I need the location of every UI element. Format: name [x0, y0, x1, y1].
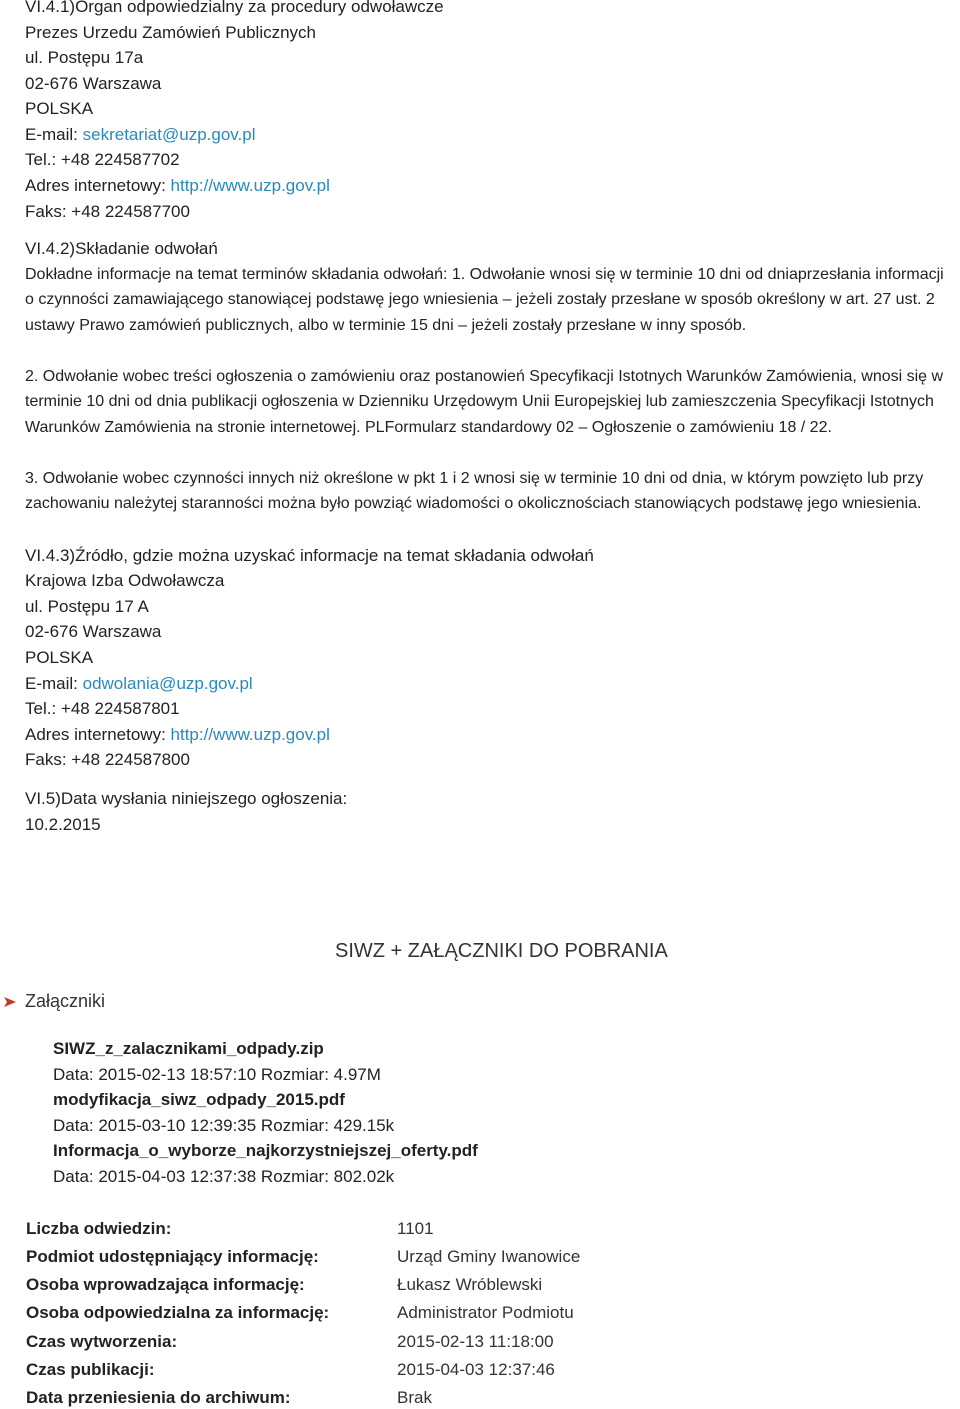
meta-key: Data przeniesienia do archiwum:: [26, 1388, 291, 1407]
meta-row: [26, 1218, 434, 1240]
web-row-2: [25, 724, 330, 746]
city-2: 02-676 Warszawa: [25, 622, 162, 641]
email-link[interactable]: sekretariat@uzp.gov.pl: [82, 125, 256, 144]
heading-vi41: VI.4.1)Organ odpowiedzialny za procedury odwoławcze: [25, 0, 444, 16]
attachments-heading: [0, 991, 105, 1013]
meta-value: Urząd Gminy Iwanowice: [397, 1247, 581, 1266]
heading-vi5: VI.5)Data wysłania niniejszego ogłoszenia:: [25, 789, 348, 808]
file-info: Data: 2015-03-10 12:39:35 Rozmiar: 429.15k: [53, 1116, 395, 1135]
meta-value: 2015-04-03 12:37:46: [397, 1360, 555, 1379]
file-info: Data: 2015-02-13 18:57:10 Rozmiar: 4.97M: [53, 1065, 381, 1084]
web-link[interactable]: http://www.uzp.gov.pl: [170, 176, 330, 195]
email-row-2: [25, 673, 253, 695]
city: 02-676 Warszawa: [25, 74, 162, 93]
file-name[interactable]: Informacja_o_wyborze_najkorzystniejszej_oferty.pdf: [53, 1141, 478, 1160]
attachments-label: Załączniki: [25, 991, 106, 1011]
org-name-2: Krajowa Izba Odwoławcza: [25, 571, 225, 590]
tel: Tel.: +48 224587702: [25, 150, 180, 169]
file-info: Data: 2015-04-03 12:37:38 Rozmiar: 802.02k: [53, 1167, 395, 1186]
web-label-2: Adres internetowy:: [25, 725, 171, 744]
arrow-bullet-icon: [3, 992, 17, 1013]
heading-vi43: VI.4.3)Źródło, gdzie można uzyskać informacje na temat składania odwołań: [25, 546, 594, 565]
country: POLSKA: [25, 99, 94, 118]
meta-key: Podmiot udostępniający informację:: [26, 1247, 319, 1266]
meta-value: 2015-02-13 11:18:00: [397, 1332, 554, 1351]
heading-vi42: VI.4.2)Składanie odwołań: [25, 239, 218, 258]
meta-key: Czas wytworzenia:: [26, 1332, 178, 1351]
file-name[interactable]: modyfikacja_siwz_odpady_2015.pdf: [53, 1090, 345, 1109]
meta-row: [26, 1302, 574, 1324]
file-name[interactable]: SIWZ_z_zalacznikami_odpady.zip: [53, 1039, 324, 1058]
org-name: Prezes Urzedu Zamówień Publicznych: [25, 23, 317, 42]
email-label: E-mail:: [25, 125, 83, 144]
meta-key: Liczba odwiedzin:: [26, 1219, 172, 1238]
meta-row: [26, 1359, 555, 1381]
tel-2: Tel.: +48 224587801: [25, 699, 180, 718]
meta-value: Łukasz Wróblewski: [397, 1275, 543, 1294]
meta-value: Brak: [397, 1388, 432, 1407]
meta-row: [26, 1274, 542, 1296]
email-row: [25, 124, 255, 146]
email-label-2: E-mail:: [25, 674, 83, 693]
meta-value: 1101: [397, 1219, 434, 1238]
fax: Faks: +48 224587700: [25, 202, 190, 221]
meta-key: Osoba odpowiedzialna za informację:: [26, 1303, 330, 1322]
web-label: Adres internetowy:: [25, 176, 171, 195]
meta-key: Czas publikacji:: [26, 1360, 155, 1379]
meta-row: [26, 1246, 580, 1268]
web-row: [25, 175, 330, 197]
meta-row: [26, 1387, 432, 1409]
web-link-2[interactable]: http://www.uzp.gov.pl: [170, 725, 330, 744]
meta-key: Osoba wprowadzająca informację:: [26, 1275, 305, 1294]
fax-2: Faks: +48 224587800: [25, 750, 190, 769]
appeal-paragraph-2: 2. Odwołanie wobec treści ogłoszenia o zamówieniu oraz postanowień Specyfikacji Istotnych Warunków Zamówienia, wnosi się w terminie 10 dni od dnia publikacji ogłoszenia w Dzienniku Urzędowym Unii Europejskiej lub zamieszczenia Specyfikacji Istotnych Warunków Zamówienia na stronie internetowej. PLFormularz standardowy 02 – Ogłoszenie o zamówieniu 18 / 22.: [25, 368, 944, 436]
street-2: ul. Postępu 17 A: [25, 597, 149, 616]
meta-row: [26, 1331, 554, 1353]
appeal-paragraph-1: Dokładne informacje na temat terminów składania odwołań: 1. Odwołanie wnosi się w terminie 10 dni od dniaprzesłania informacji o czynności zamawiającego stanowiącej podstawę jego wniesienia – jeżeli zostały przesłane w sposób określony w art. 27 ust. 2 ustawy Prawo zamówień publicznych, albo w terminie 15 dni – jeżeli zostały przesłane w inny sposób.: [25, 266, 944, 334]
street: ul. Postępu 17a: [25, 48, 144, 67]
appeal-paragraph-3: 3. Odwołanie wobec czynności innych niż określone w pkt 1 i 2 wnosi się w terminie 10 dni od dnia, w którym powzięto lub przy zachowaniu należytej staranności można było powziąć wiadomości o okolicznościach stanowiących podstawę jego wniesienia.: [25, 470, 924, 513]
send-date: 10.2.2015: [25, 815, 101, 834]
email-link-2[interactable]: odwolania@uzp.gov.pl: [82, 674, 253, 693]
downloads-title: SIWZ + ZAŁĄCZNIKI DO POBRANIA: [335, 940, 668, 962]
country-2: POLSKA: [25, 648, 94, 667]
meta-value: Administrator Podmiotu: [397, 1303, 574, 1322]
